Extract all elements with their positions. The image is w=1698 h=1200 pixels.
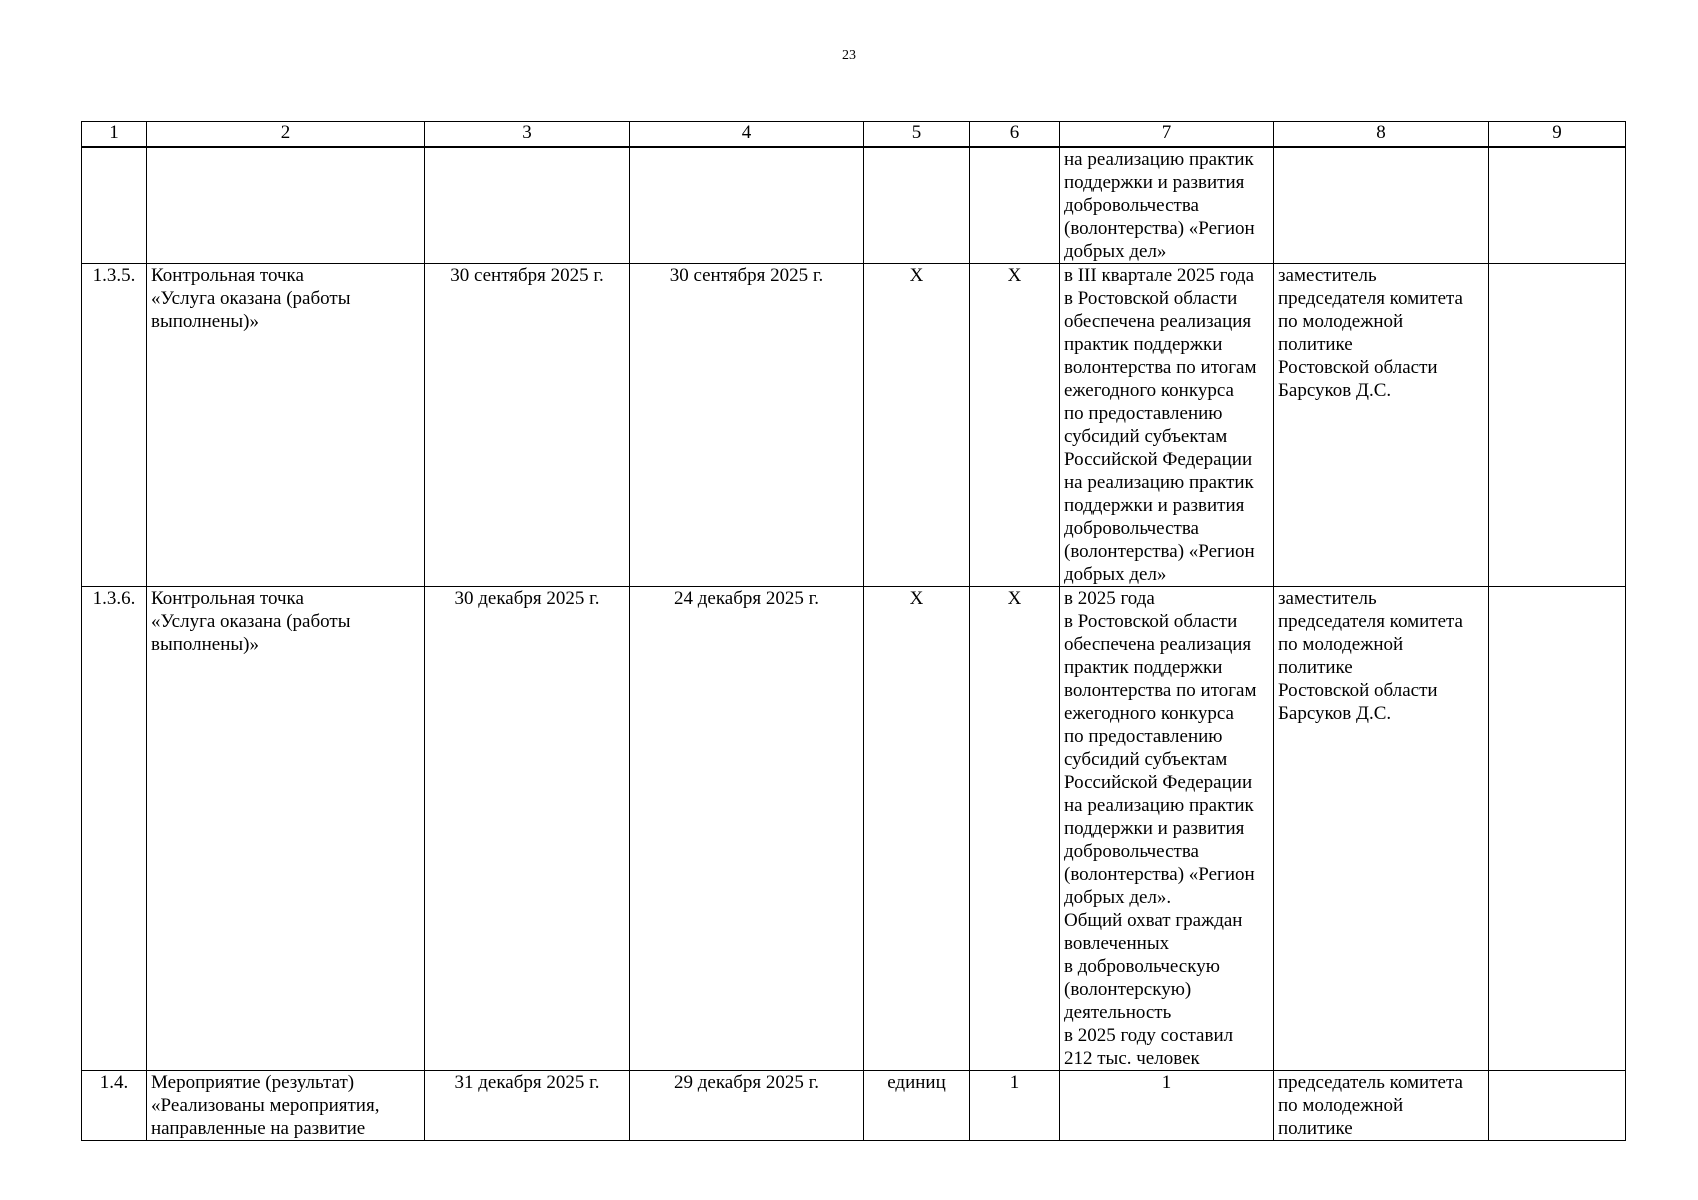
row-unit: Х: [864, 264, 970, 587]
header-cell-7: 7: [1060, 122, 1274, 148]
row-number: [82, 147, 147, 264]
report-table: [81, 121, 1626, 1141]
header-cell-5: 5: [864, 122, 970, 148]
row-note: [1489, 587, 1626, 1071]
header-row: [82, 122, 1626, 148]
row-date-fact: 30 сентября 2025 г.: [630, 264, 864, 587]
row-name: Контрольная точка «Услуга оказана (работы выполнены)»: [147, 264, 425, 587]
row-responsible: заместитель председателя комитета по молодежной политике Ростовской области Барсуков Д.С.: [1274, 587, 1489, 1071]
row-value: 1: [970, 1071, 1060, 1141]
row-date-plan: 30 декабря 2025 г.: [425, 587, 630, 1071]
row-number: 1.4.: [82, 1071, 147, 1141]
header-cell-9: 9: [1489, 122, 1626, 148]
header-cell-1: 1: [82, 122, 147, 148]
row-result: на реализацию практик поддержки и развития добровольчества (волонтерства) «Регион добрых дел»: [1060, 147, 1274, 264]
row-note: [1489, 264, 1626, 587]
header-cell-4: 4: [630, 122, 864, 148]
table-row: [82, 264, 1626, 587]
row-value: [970, 147, 1060, 264]
row-unit: Х: [864, 587, 970, 1071]
row-note: [1489, 1071, 1626, 1141]
row-name: Контрольная точка «Услуга оказана (работы выполнены)»: [147, 587, 425, 1071]
row-date-fact: 24 декабря 2025 г.: [630, 587, 864, 1071]
row-number: 1.3.6.: [82, 587, 147, 1071]
row-number: 1.3.5.: [82, 264, 147, 587]
row-result: 1: [1060, 1071, 1274, 1141]
row-date-fact: [630, 147, 864, 264]
row-value: Х: [970, 264, 1060, 587]
header-cell-6: 6: [970, 122, 1060, 148]
table-row: [82, 1071, 1626, 1141]
row-value: Х: [970, 587, 1060, 1071]
row-note: [1489, 147, 1626, 264]
row-result: в III квартале 2025 года в Ростовской области обеспечена реализация практик поддержки волонтерства по итогам ежегодного конкурса по предоставлению субсидий субъектам Российской Федерации на реализацию практик поддержки и развития добровольчества (волонтерства) «Регион добрых дел»: [1060, 264, 1274, 587]
header-cell-3: 3: [425, 122, 630, 148]
row-date-fact: 29 декабря 2025 г.: [630, 1071, 864, 1141]
row-unit: единиц: [864, 1071, 970, 1141]
row-responsible: [1274, 147, 1489, 264]
row-unit: [864, 147, 970, 264]
table-row: [82, 587, 1626, 1071]
table-row: [82, 147, 1626, 264]
row-responsible: заместитель председателя комитета по молодежной политике Ростовской области Барсуков Д.С.: [1274, 264, 1489, 587]
row-date-plan: [425, 147, 630, 264]
header-cell-8: 8: [1274, 122, 1489, 148]
row-name: Мероприятие (результат) «Реализованы мероприятия, направленные на развитие: [147, 1071, 425, 1141]
row-result: в 2025 года в Ростовской области обеспечена реализация практик поддержки волонтерства по итогам ежегодного конкурса по предоставлению субсидий субъектам Российской Федерации на реализацию практик поддержки и развития добровольчества (волонтерства) «Регион добрых дел». Общий охват граждан вовлеченных в добровольческую (волонтерскую) деятельность в 2025 году составил 212 тыс. человек: [1060, 587, 1274, 1071]
row-date-plan: 30 сентября 2025 г.: [425, 264, 630, 587]
row-date-plan: 31 декабря 2025 г.: [425, 1071, 630, 1141]
header-cell-2: 2: [147, 122, 425, 148]
page-number: 23: [842, 48, 856, 63]
row-name: [147, 147, 425, 264]
row-responsible: председатель комитета по молодежной политике: [1274, 1071, 1489, 1141]
